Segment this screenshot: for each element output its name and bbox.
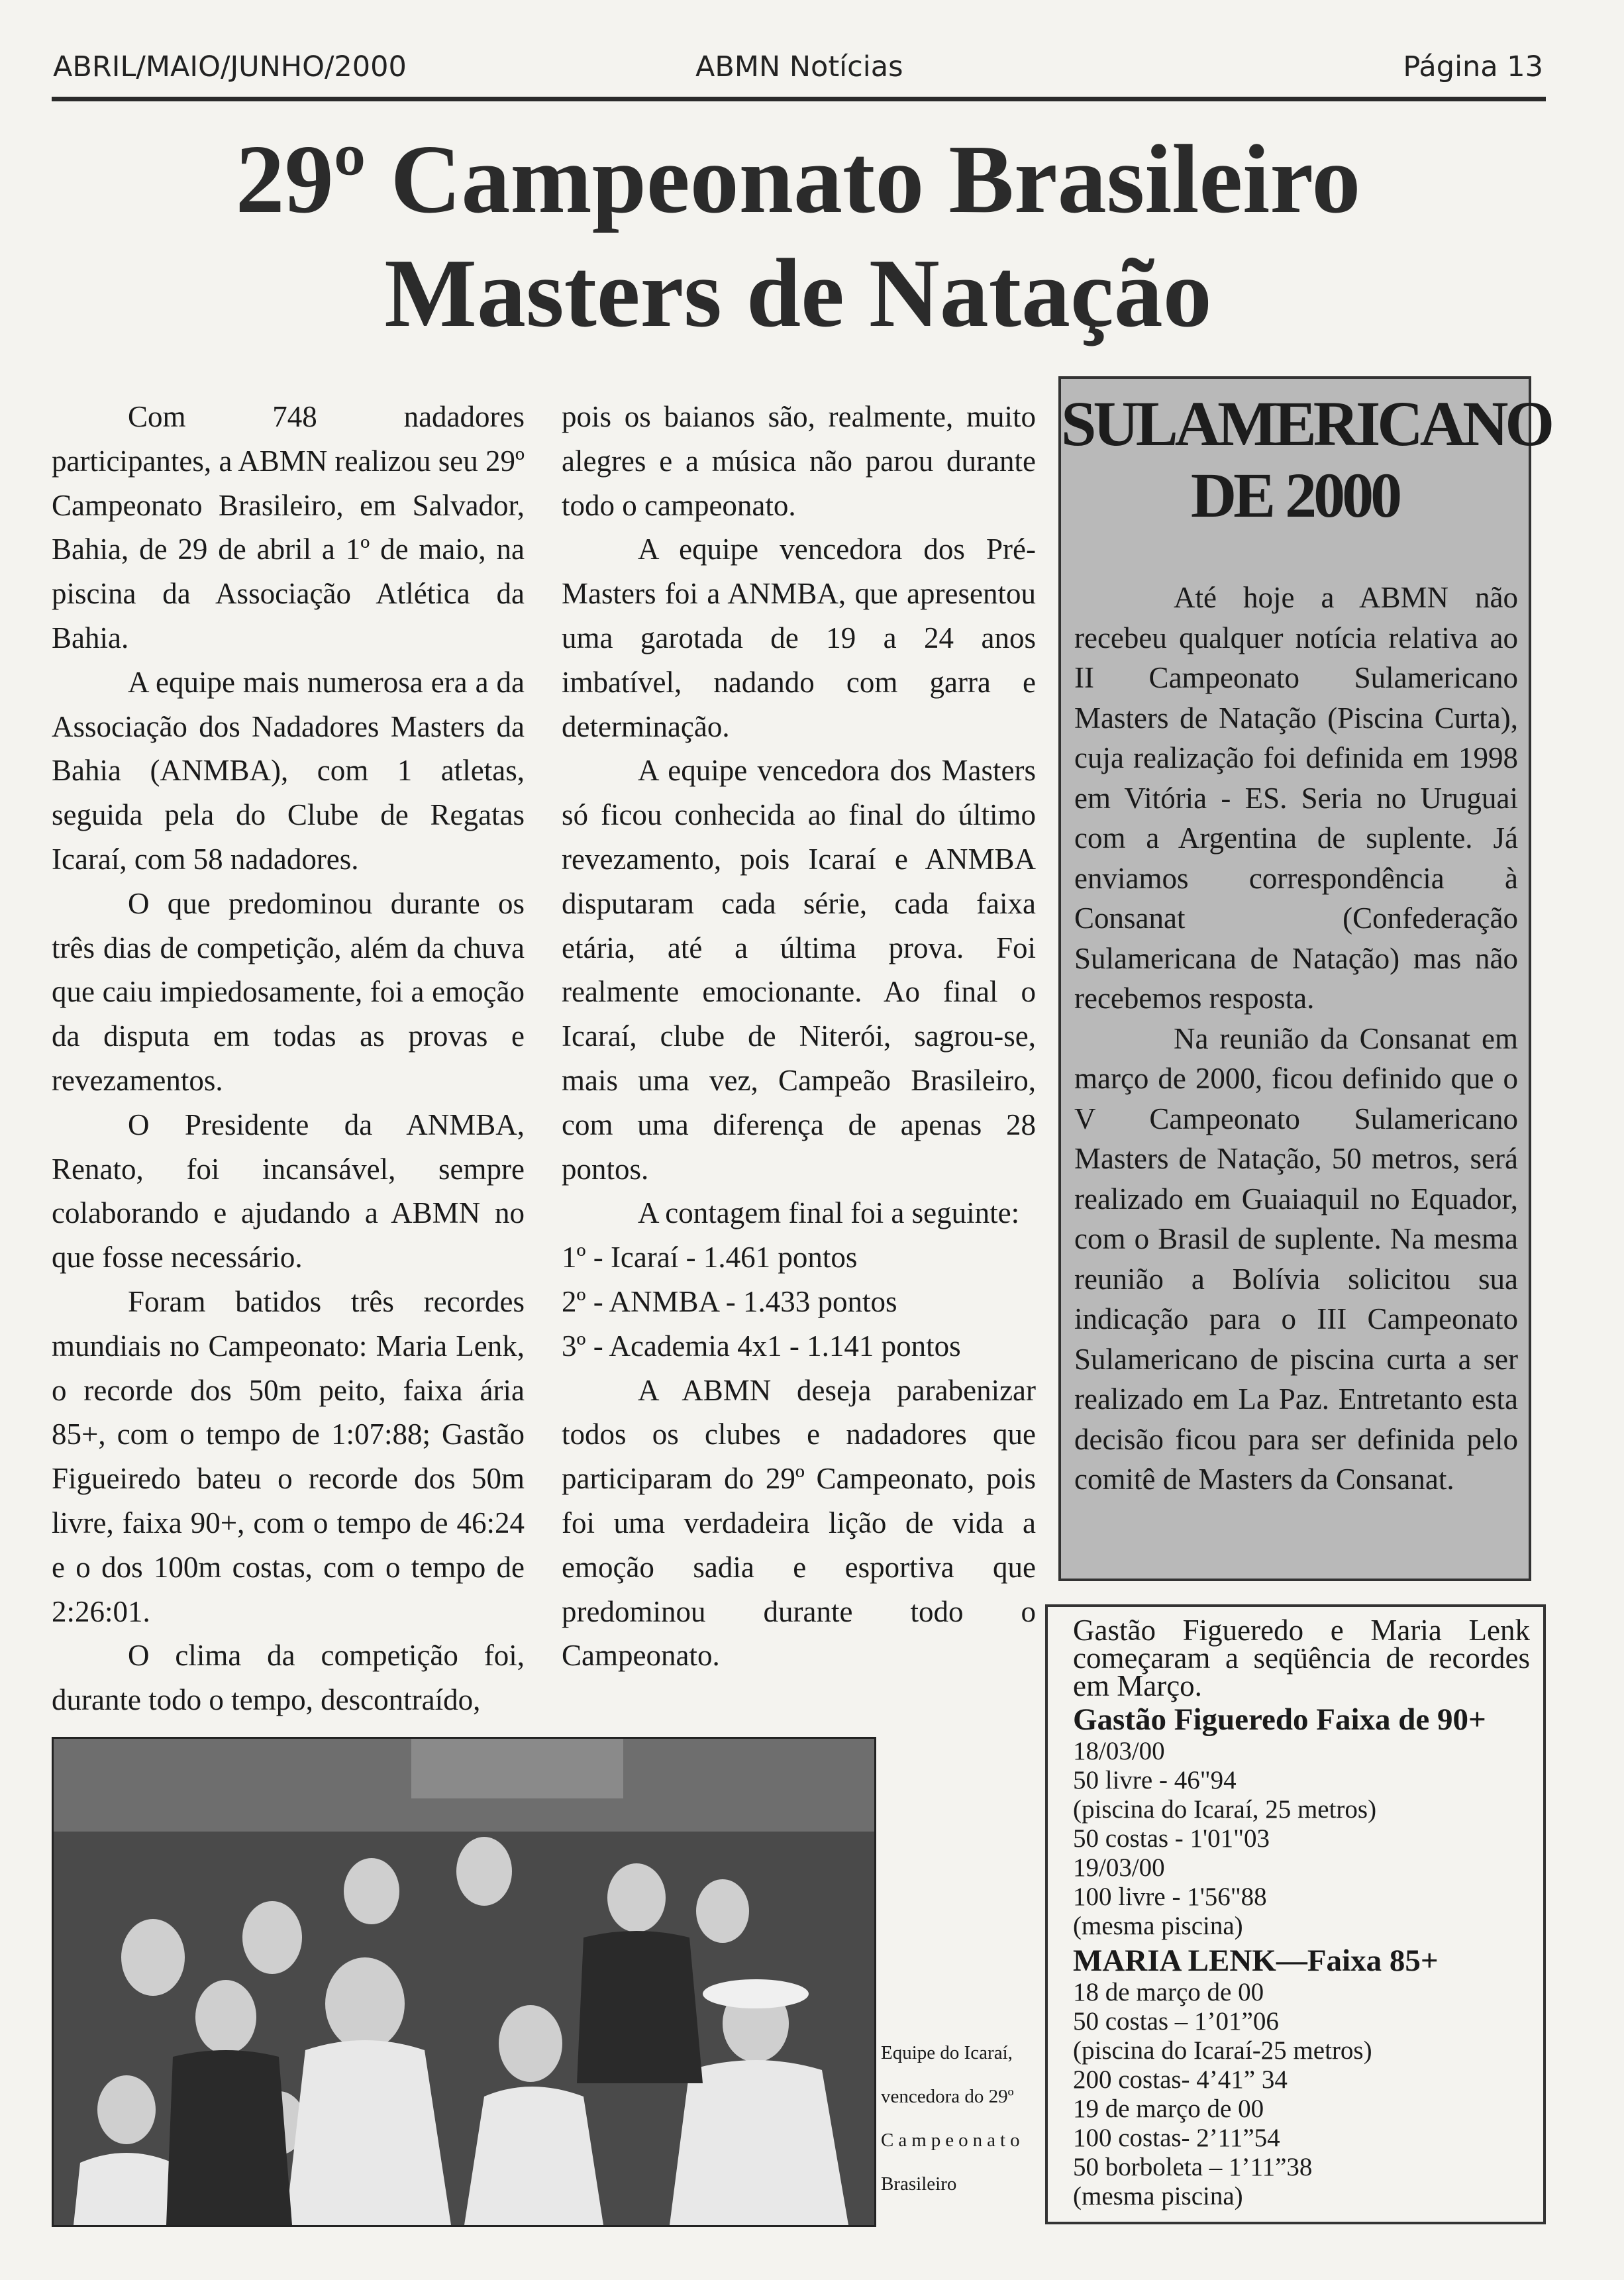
caption-line: vencedora do 29º bbox=[881, 2086, 1014, 2107]
article-paragraph: A equipe vencedora dos Masters só ficou conhecida ao final do último revezamento, pois Icaraí e ANMBA disputaram cada série, cada faixa etária, até a última prova. Foi realmente emocionante. Ao final o Icaraí, clube de Niterói, sagrou-se, mais uma vez, Campeão Brasileiro, com uma diferença de apenas 28 pontos. bbox=[562, 754, 1036, 1186]
standing-row: 2º - ANMBA - 1.433 pontos bbox=[562, 1284, 897, 1318]
sidebar-paragraph: Na reunião da Consanat em março de 2000, ficou definido que o V Campeonato Sulamericano Masters de Natação, 50 metros, será realizado em Guaiaquil no Equador, com o Brasil de suplente. Na mesma reunião a Bolívia solicitou sua indicação para o III Campeonato Sulamericano de piscina curta a ser realizado em La Paz. Entretanto esta decisão ficou para ser definida pelo comitê de Masters da Consanat. bbox=[1074, 1021, 1518, 1496]
records-intro: Gastão Figueredo e Maria Lenk começaram a seqüência de recordes em Março. bbox=[1073, 1614, 1530, 1702]
article-paragraph-continued: pois os baianos são, realmente, muito alegres e a música não parou durante todo o campeonato. bbox=[562, 400, 1036, 522]
article-title bbox=[53, 123, 1543, 350]
record-line: (mesma piscina) bbox=[1073, 2182, 1243, 2210]
sidebar-body bbox=[1074, 578, 1518, 1500]
record-line: 50 borboleta – 1’11”38 bbox=[1073, 2153, 1313, 2181]
page-header bbox=[53, 45, 1543, 98]
title-line-1: 29º Campeonato Brasileiro bbox=[235, 125, 1361, 234]
sidebar-title-line-2: DE 2000 bbox=[1190, 460, 1399, 531]
sidebar-paragraph: Até hoje a ABMN não recebeu qualquer notícia relativa ao II Campeonato Sulamericano Masters de Natação (Piscina Curta), cuja realização foi definida em 1998 em Vitória - ES. Seria no Uruguai com a Argentina de suplente. Já enviamos correspondência à Consanat (Confederação Sulamericana de Natação) mas não recebemos resposta. bbox=[1074, 581, 1518, 1015]
article-column-1 bbox=[52, 395, 525, 1722]
page-number: Página 13 bbox=[1403, 50, 1543, 83]
record-line: 50 costas – 1’01”06 bbox=[1073, 2007, 1279, 2036]
publication-name: ABMN Notícias bbox=[695, 50, 903, 83]
caption-line: Campeonato bbox=[881, 2130, 1025, 2151]
caption-line: Equipe do Icaraí, bbox=[881, 2042, 1013, 2063]
record-line: 19/03/00 bbox=[1073, 1853, 1165, 1882]
issue-date: ABRIL/MAIO/JUNHO/2000 bbox=[53, 50, 407, 83]
article-paragraph: O que predominou durante os três dias de competição, além da chuva que caiu impiedosamente, foi a emoção da disputa em todas as provas e revezamentos. bbox=[52, 886, 525, 1097]
gastao-heading: Gastão Figueredo Faixa de 90+ bbox=[1073, 1702, 1486, 1737]
standing-row: 1º - Icaraí - 1.461 pontos bbox=[562, 1241, 858, 1274]
article-paragraph: Foram batidos três recordes mundiais no Campeonato: Maria Lenk, o recorde dos 50m peito, faixa ária 85+, com o tempo de 1:07:88; Gastão Figueiredo bateu o recorde dos 50m livre, faixa 90+, com o tempo de 46:24 e o dos 100m costas, com o tempo de 2:26:01. bbox=[52, 1284, 525, 1628]
maria-heading: MARIA LENK—Faixa 85+ bbox=[1073, 1943, 1439, 1978]
record-line: (piscina do Icaraí-25 metros) bbox=[1073, 2036, 1372, 2065]
photo-caption bbox=[881, 2031, 1033, 2206]
article-paragraph: A equipe mais numerosa era a da Associação dos Nadadores Masters da Bahia (ANMBA), com 1 atletas, seguida pela do Clube de Regatas Icaraí, com 58 nadadores. bbox=[52, 665, 525, 876]
standing-row: 3º - Academia 4x1 - 1.141 pontos bbox=[562, 1329, 961, 1363]
article-paragraph: O clima da competição foi, durante todo o tempo, descontraído, bbox=[52, 1639, 525, 1717]
caption-line: Brasileiro bbox=[881, 2173, 957, 2195]
sidebar-title-line-1: SULAMERICANO bbox=[1061, 388, 1552, 459]
record-line: (piscina do Icaraí, 25 metros) bbox=[1073, 1795, 1377, 1824]
record-line: 50 costas - 1'01"03 bbox=[1073, 1824, 1270, 1853]
article-paragraph: Com 748 nadadores participantes, a ABMN realizou seu 29º Campeonato Brasileiro, em Salvador, Bahia, de 29 de abril a 1º de maio, na piscina da Associação Atlética da Bahia. bbox=[52, 400, 525, 654]
record-line: 18 de março de 00 bbox=[1073, 1978, 1264, 2006]
article-column-2 bbox=[562, 395, 1036, 1678]
team-photo bbox=[52, 1737, 876, 2227]
record-line: 50 livre - 46"94 bbox=[1073, 1766, 1237, 1794]
header-rule bbox=[52, 97, 1546, 101]
record-line: 100 livre - 1'56"88 bbox=[1073, 1883, 1267, 1911]
records-box bbox=[1045, 1604, 1546, 2224]
sidebar-title bbox=[1061, 388, 1552, 531]
article-paragraph: A contagem final foi a seguinte: bbox=[638, 1196, 1020, 1230]
team-photo-image bbox=[54, 1739, 874, 2225]
sulamericano-sidebar bbox=[1058, 376, 1552, 1581]
article-paragraph: A ABMN deseja parabenizar todos os clubes e nadadores que participaram do 29º Campeonato, pois foi uma verdadeira lição de vida a emoção sadia e esportiva que predominou durante todo o Campeonato. bbox=[562, 1373, 1036, 1673]
record-line: 19 de março de 00 bbox=[1073, 2095, 1264, 2123]
record-line: 18/03/00 bbox=[1073, 1737, 1165, 1765]
title-line-2: Masters de Natação bbox=[384, 239, 1212, 348]
record-line: 100 costas- 2’11”54 bbox=[1073, 2124, 1280, 2152]
record-line: 200 costas- 4’41” 34 bbox=[1073, 2065, 1288, 2094]
article-paragraph: A equipe vencedora dos Pré-Masters foi a ANMBA, que apresentou uma garotada de 19 a 24 anos imbatível, nadando com garra e determinação. bbox=[562, 533, 1036, 743]
record-line: (mesma piscina) bbox=[1073, 1912, 1243, 1940]
article-paragraph: O Presidente da ANMBA, Renato, foi incansável, sempre colaborando e ajudando a ABMN no que fosse necessário. bbox=[52, 1108, 525, 1274]
